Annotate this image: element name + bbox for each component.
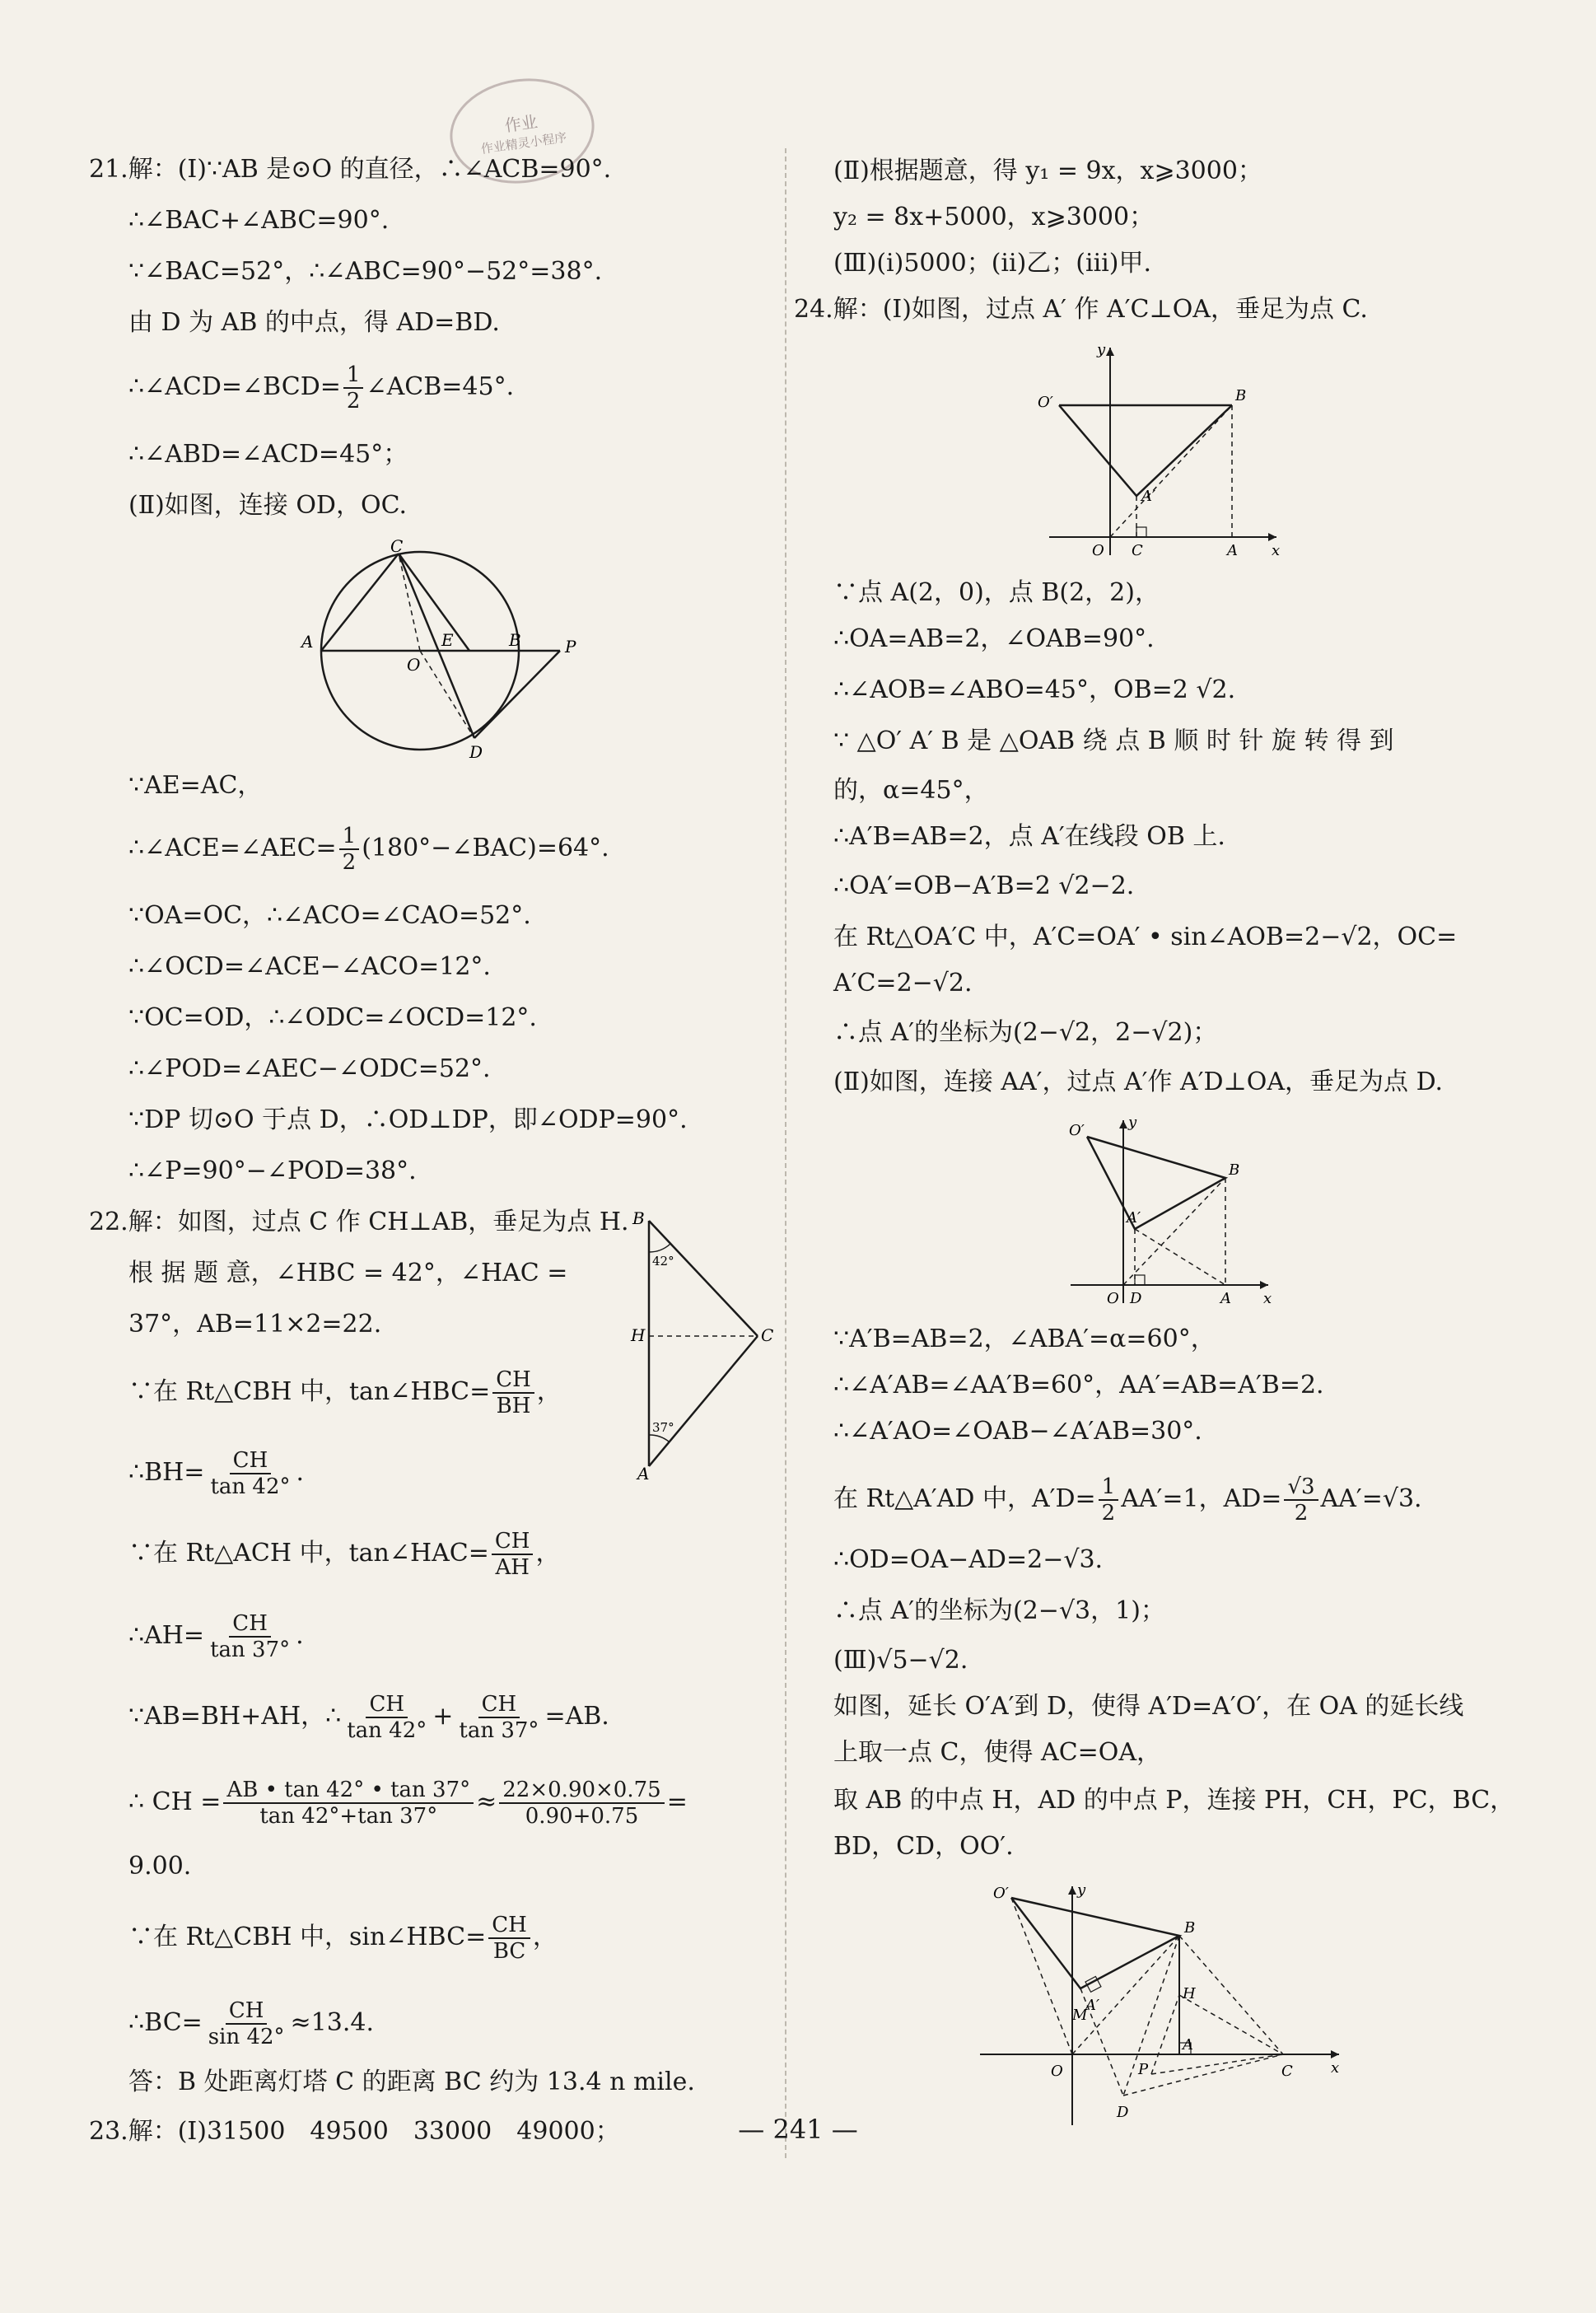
text: ∴BC= [128,2008,203,2037]
numerator: 1 [1099,1474,1119,1501]
text: AA′=√3. [1320,1484,1422,1513]
q24-line-14: ∴∠A′AB=∠AA′B=60°，AA′=AB=A′B=2. [833,1371,1324,1399]
numerator: CH [230,1448,272,1474]
label-y: y [1097,341,1106,358]
numerator: CH [478,1692,520,1718]
fraction [223,1778,474,1829]
q21-line-11: ∴∠OCD=∠ACE−∠ACO=12°. [128,952,491,981]
label-A: A [1220,1290,1231,1307]
label-P: P [565,637,576,657]
numerator: CH [229,1611,271,1638]
fraction [205,1998,288,2049]
text: ∴AH= [128,1621,205,1650]
q24-line-21: 上取一点 C，使得 AC=OA， [833,1738,1162,1767]
label-B: B [1229,1161,1240,1179]
text: ， [535,1539,561,1568]
figure-24-part1 [1038,339,1285,562]
q22-line-3: 37°，AB=11×2=22. [128,1310,382,1339]
q21-line-12: ∵OC=OD，∴∠ODC=∠OCD=12°. [128,1003,537,1032]
q21-line-7: (Ⅱ)如图，连接 OD，OC. [128,491,407,520]
q24-line-8: ∴OA′=OB−A′B=2 √2−2. [833,871,1135,900]
q24-line-17: ∴OD=OA−AD=2−√3. [833,1545,1104,1574]
numerator: 1 [343,362,364,389]
figure-24-part3 [977,1878,1347,2133]
q21-line-5 [128,362,514,414]
q24-line-11: ∴点 A′的坐标为(2−√2，2−√2)； [833,1018,1218,1047]
q21-line-9 [128,824,609,875]
figure-21-circle [301,536,601,762]
q22-line-4 [128,1367,562,1418]
q24-line-10: A′C=2−√2. [833,969,973,998]
text: ∴BH= [128,1458,205,1487]
label-y: y [1077,1881,1086,1899]
q22-line-9 [128,1778,688,1829]
label-O-prime: O′ [1069,1122,1085,1139]
label-O-prime: O′ [1038,394,1053,411]
stamp-subtext: 作业精灵小程序 [479,129,568,157]
denominator: BH [496,1394,531,1418]
angle-37: 37° [652,1420,674,1435]
angle-42: 42° [652,1254,674,1269]
text: ∵在 Rt△ACH 中，tan∠HAC= [128,1539,489,1568]
fraction [343,1692,430,1743]
q23b-line-1: (Ⅱ)根据题意，得 y₁ = 9x，x⩾3000； [833,157,1262,185]
fraction [207,1448,293,1499]
numerator: CH [366,1692,408,1718]
label-M: M [1072,2007,1088,2024]
label-H: H [1183,1985,1196,2002]
q21-line-2: ∴∠BAC+∠ABC=90°. [128,206,390,235]
q21-line-8: ∵AE=AC， [128,771,263,800]
q24-line-5: ∵ △O′ A′ B 是 △OAB 绕 点 B 顺 时 针 旋 转 得 到 [833,727,1394,755]
q24-line-20: 如图，延长 O′A′到 D，使得 A′D=A′O′，在 OA 的延长线 [833,1692,1464,1721]
label-D: D [1117,2104,1129,2121]
figure-24-part2 [1062,1112,1276,1310]
text: ∴ CH = [128,1787,222,1816]
q24-line-7: ∴A′B=AB=2，点 A′在线段 OB 上. [833,822,1225,851]
q22-line-6 [128,1529,560,1580]
q24-line-15: ∴∠A′AO=∠OAB−∠A′AB=30°. [833,1417,1202,1446]
denominator: 2 [342,850,357,875]
q24-line-16 [833,1474,1422,1526]
stamp-text: 作业 [503,111,539,136]
q22-line-13: 答：B 处距离灯塔 C 的距离 BC 约为 13.4 n mile. [128,2068,695,2096]
label-A: A [1183,2036,1193,2054]
text: ∵在 Rt△CBH 中，tan∠HBC= [128,1377,491,1406]
text: . [296,1621,304,1650]
q21-line-6: ∴∠ABD=∠ACD=45°； [128,440,408,469]
denominator: BC [492,1939,526,1964]
label-B: B [1235,387,1247,404]
denominator: sin 42° [208,2025,285,2049]
label-C: C [390,536,404,556]
page-number: — 241 — [738,2114,858,2145]
q22-line-8 [128,1692,609,1743]
q22-line-10: 9.00. [128,1852,192,1881]
q22-line-7 [128,1611,304,1662]
label-C: C [1281,2063,1293,2080]
q24-line-23: BD，CD，OO′. [833,1832,1014,1861]
figure-22-triangle [624,1208,781,1484]
q23b-line-2: y₂ = 8x+5000，x⩾3000； [833,203,1155,231]
q21-line-13: ∴∠POD=∠AEC−∠ODC=52°. [128,1054,491,1083]
label-A: A [301,632,314,652]
text: ∠ACB=45°. [366,372,515,401]
label-B: B [632,1208,645,1228]
label-y: y [1128,1114,1137,1131]
q24-line-3: ∴OA=AB=2，∠OAB=90°. [833,624,1155,653]
fraction [488,1913,530,1964]
denominator: 2 [346,389,361,414]
denominator: 0.90+0.75 [525,1804,639,1829]
text: ， [536,1377,562,1406]
label-O: O [1051,2063,1063,2080]
text: =AB. [544,1702,609,1731]
text: ∵AB=BH+AH，∴ [128,1702,342,1731]
denominator: AH [495,1555,530,1580]
denominator: 2 [1294,1501,1309,1526]
q24-line-13: ∵A′B=AB=2，∠ABA′=α=60°， [833,1325,1216,1353]
q23b-line-3: (Ⅲ)(ⅰ)5000；(ⅱ)乙；(ⅲ)甲. [833,249,1152,278]
text: ≈13.4. [290,2008,375,2037]
q24-line-18: ∴点 A′的坐标为(2−√3，1)； [833,1596,1165,1625]
text: . [296,1458,305,1487]
label-A-prime: A′ [1127,1209,1141,1227]
label-A: A [1227,542,1238,559]
label-B: B [509,630,521,650]
fraction [492,1367,534,1418]
column-divider [785,148,786,2158]
fraction [492,1529,534,1580]
label-C: C [1132,542,1143,559]
text: 在 Rt△A′AD 中，A′D= [833,1484,1096,1513]
fraction [343,362,364,414]
q21-line-14: ∵DP 切⊙O 于点 D，∴OD⊥DP，即∠ODP=90°. [128,1105,688,1134]
numerator: 22×0.90×0.75 [499,1778,664,1804]
numerator: AB • tan 42° • tan 37° [223,1778,474,1804]
q22-line-2: 根 据 题 意，∠HBC = 42°，∠HAC = [128,1259,568,1287]
numerator: CH [226,1998,268,2025]
label-A-prime: A′ [1085,1997,1100,2014]
fraction [1284,1474,1318,1526]
q23-line-1: 23.解：(Ⅰ)31500 49500 33000 49000； [89,2117,620,2146]
q24-line-6: 的，α=45°， [833,776,989,805]
fraction [339,824,360,875]
q24-line-22: 取 AB 的中点 H，AD 的中点 P，连接 PH，CH，PC，BC， [833,1786,1515,1815]
denominator: 2 [1101,1501,1116,1526]
text: AA′=1，AD= [1121,1484,1282,1513]
label-O: O [1092,542,1104,559]
numerator: CH [492,1529,534,1555]
q24-line-2: ∵点 A(2，0)，点 B(2，2)， [833,578,1160,607]
q24-line-19: (Ⅲ)√5−√2. [833,1646,968,1675]
text: ∴∠ACE=∠AEC= [128,834,337,862]
text: ∴∠ACD=∠BCD= [128,372,341,401]
label-B: B [1184,1919,1196,1937]
denominator: tan 37° [210,1638,291,1662]
label-P: P [1138,2061,1149,2078]
q21-line-4: 由 D 为 AB 的中点，得 AD=BD. [128,308,500,337]
q22-line-12 [128,1998,374,2049]
numerator: CH [492,1367,534,1394]
denominator: tan 37° [459,1718,539,1743]
numerator: 1 [339,824,360,850]
q21-line-3: ∵∠BAC=52°，∴∠ABC=90°−52°=38°. [128,257,603,286]
text: + [432,1702,454,1731]
label-x: x [1331,2059,1340,2077]
fraction [499,1778,664,1829]
q21-line-10: ∵OA=OC，∴∠ACO=∠CAO=52°. [128,901,531,930]
label-x: x [1272,542,1281,559]
text: ≈ [476,1787,497,1816]
q22-line-1: 22.解：如图，过点 C 作 CH⊥AB，垂足为点 H. [89,1208,629,1236]
label-A-prime: A′ [1141,488,1156,505]
denominator: tan 42°+tan 37° [259,1804,438,1829]
q22-line-5 [128,1448,304,1499]
label-D: D [469,742,483,762]
label-O: O [1107,1290,1119,1307]
q24-line-1: 24.解：(Ⅰ)如图，过点 A′ 作 A′C⊥OA，垂足为点 C. [794,295,1368,324]
label-E: E [441,630,454,650]
label-O-prime: O′ [993,1885,1009,1902]
q21-line-15: ∴∠P=90°−∠POD=38°. [128,1156,417,1185]
label-x: x [1263,1290,1272,1307]
text: (180°−∠BAC)=64°. [362,834,609,862]
fraction [455,1692,542,1743]
denominator: tan 42° [347,1718,427,1743]
denominator: tan 42° [210,1474,291,1499]
q24-line-9: 在 Rt△OA′C 中，A′C=OA′ • sin∠AOB=2−√2，OC= [833,923,1458,951]
label-C: C [761,1325,774,1345]
label-O: O [407,655,421,675]
label-D: D [1130,1290,1142,1307]
q22-line-11 [128,1913,558,1964]
label-H: H [631,1325,646,1345]
q24-line-12: (Ⅱ)如图，连接 AA′，过点 A′作 A′D⊥OA，垂足为点 D. [833,1068,1444,1096]
text: ∵在 Rt△CBH 中，sin∠HBC= [128,1923,487,1951]
q24-line-4: ∴∠AOB=∠ABO=45°，OB=2 √2. [833,675,1236,704]
fraction [1099,1474,1119,1526]
label-A: A [637,1464,650,1484]
text: ， [532,1923,558,1951]
text: = [666,1787,688,1816]
numerator: CH [488,1913,530,1939]
q21-line-1: 21.解：(Ⅰ)∵AB 是⊙O 的直径，∴∠ACB=90°. [89,155,612,184]
numerator: √3 [1284,1474,1318,1501]
fraction [207,1611,293,1662]
